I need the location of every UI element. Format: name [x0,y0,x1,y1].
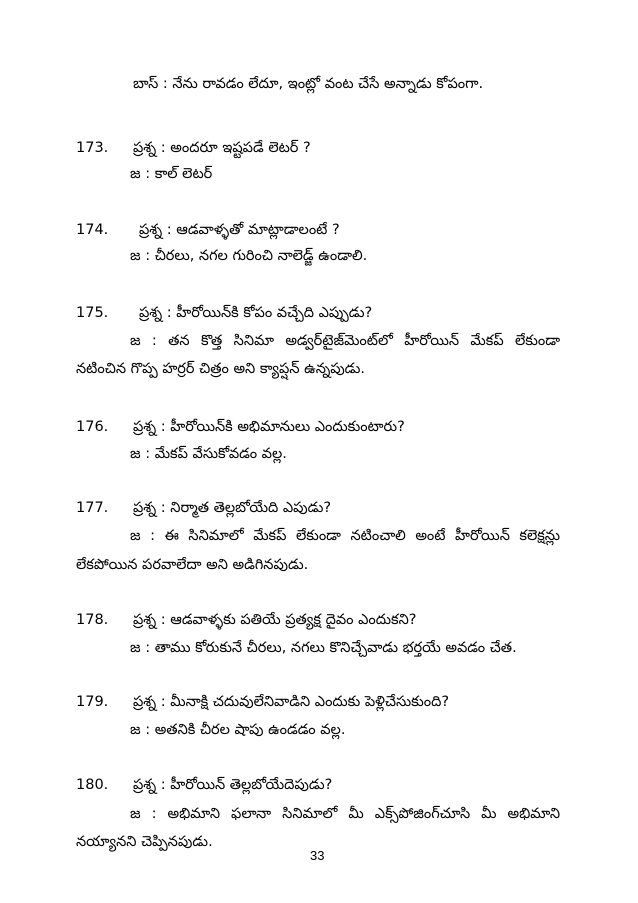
item-number: 179. [76,694,109,710]
answer-line: జ : అతనికి చీరల షాపు ఉండడం వల్ల. [130,722,346,738]
item-number: 178. [76,612,109,628]
item-number: 180. [76,777,109,793]
answer-line: జ : తాము కోరుకునే చీరలు, నగలు కొనిచ్చేవాడు భర్తయే అవడం చేత. [130,640,517,656]
answer-line: జ : కాల్ లెటర్ [130,166,213,182]
item-number: 176. [76,419,109,435]
question-line: ప్రశ్న : హీరోయిన్‌కి కోపం వచ్చేది ఎప్పుడు? [139,305,373,321]
question-line: ప్రశ్న : ఆడవాళ్ళకు పతియే ప్రత్యక్ష దైవం ఎందుకని? [133,612,417,628]
question-line: ప్రశ్న : హీరోయిన్‌కి అభిమానులు ఎందుకుంటారు? [133,419,405,435]
item-number: 177. [76,500,109,516]
question-line: ప్రశ్న : మీనాక్షి చదువులేనివాడిని ఎందుకు పెళ్లిచేసుకుంది? [133,694,450,710]
question-line: ప్రశ్న : ఆడవాళ్ళతో మాట్లాడాలంటే ? [139,222,340,238]
page-number: 33 [310,848,325,863]
answer-continuation: నయ్యానని చెప్పినపుడు. [76,834,213,850]
question-line: ప్రశ్న : అందరూ ఇష్టపడే లెటర్ ? [133,140,311,156]
answer-line: జ : మేకప్ వేసుకోవడం వల్ల. [130,446,287,462]
question-line: ప్రశ్న : నిర్మాత తెల్లబోయేది ఎపుడు? [133,500,332,516]
answer-continuation: లేకపోయిన పరవాలేదా అని అడిగినపుడు. [76,557,309,573]
answer-line: జ : తన కొత్త సినిమా అడ్వర్‌టైజ్‌మెంట్‌లో హీరోయిన్ మేకప్ లేకుండా [130,333,560,349]
answer-line: జ : ఈ సినిమాలో మేకప్ లేకుండా నటించాలి అంటే హీరోయిన్ కలెక్షన్లు [130,528,560,544]
item-number: 174. [76,222,109,238]
item-number: 173. [76,140,109,156]
answer-continuation: నటించిన గొప్ప హర్రర్ చిత్రం అని క్యాప్షన్ ఉన్నపుడు. [76,361,366,377]
item-number: 175. [76,305,109,321]
answer-line: జ : అభిమాని ఫలానా సినిమాలో మీ ఎక్స్‌పోజింగ్‌చూసి మీ అభిమాని [130,806,560,822]
answer-line: జ : చీరలు, నగల గురించి నాలెడ్జ్ ఉండాలి. [130,248,368,264]
text-line: బాస్ : నేను రావడం లేదూ, ఇంట్లో వంట చేసే అన్నాడు కోపంగా. [133,76,484,92]
question-line: ప్రశ్న : హీరోయిన్ తెల్లబోయేదెపుడు? [133,777,333,793]
